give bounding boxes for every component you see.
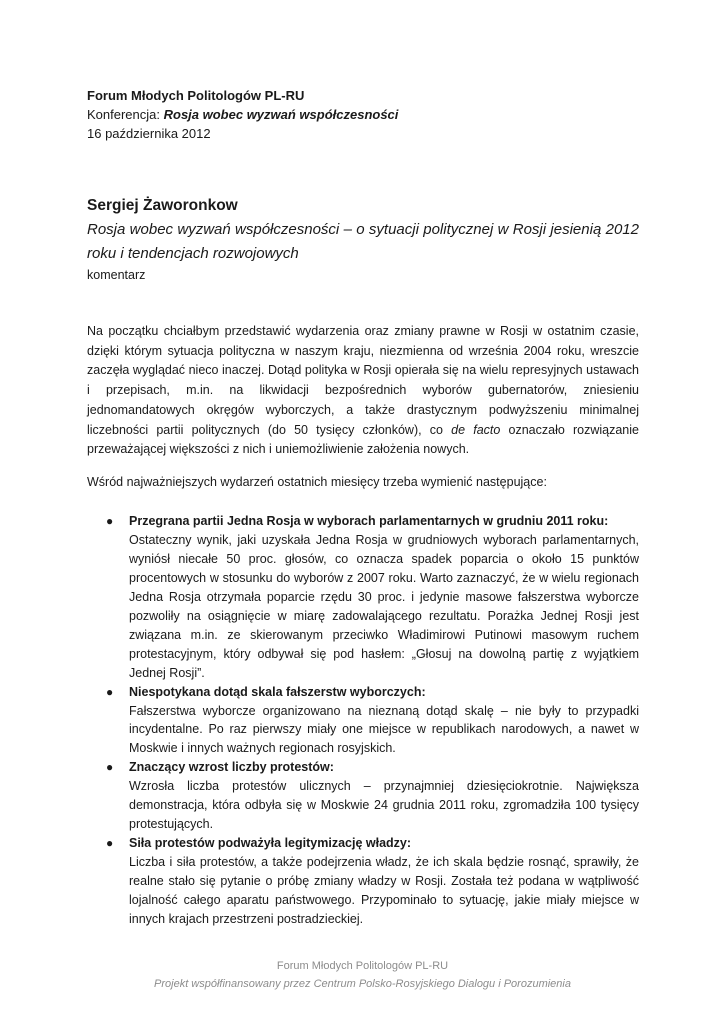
article-genre: komentarz: [87, 268, 146, 282]
item-title: Znaczący wzrost liczby protestów:: [129, 760, 334, 775]
intro-text-part1: Na początku chciałbym przedstawić wydarzenia oraz zmiany prawne w Rosji w ostatnim czasie, dzięki którym sytuacja polityczna w naszym kraju, niezmienna od września 2004 roku, wreszcie zaczęła wyglądać nieco inaczej. Dotąd polityka w Rosji opierała się na wielu represyjnych ustawach i przepisach, m.in. na likwidacji bezpośrednich wyborów gubernatorów, zniesieniu jednomandatowych okręgów wyborczych, a także drastycznym podwyższeniu minimalnej liczebności partii politycznych (do 50 tysięcy członków), co: [87, 324, 639, 437]
item-text: Liczba i siła protestów, a także podejrzenia władz, że ich skala będzie rosnąć, sprawiły, że realne stało się pytanie o próbę zmiany władzy w Rosji. Została też podana w wątpliwość lojalność całego aparatu państwowego. Przypominało to sytuację, jakie miały miejsce w innych krajach przestrzeni postradzieckiej.: [129, 855, 639, 927]
author-name: Sergiej Żaworonkow: [87, 197, 238, 214]
item-text: Ostateczny wynik, jaki uzyskała Jedna Rosja w grudniowych wyborach parlamentarnych, wyniósł niecałe 50 proc. głosów, co oznacza spadek poparcia o około 15 punktów procentowych w stosunku do wyborów z 2007 roku. Warto zaznaczyć, że w wielu regionach Jedna Rosja otrzymała poparcie rzędu 30 proc. i jedynie masowe fałszerstwa wyborcze pozwoliły na osiągnięcie w miarę zadowalającego rezultatu. Porażka Jednej Rosji jest związana m.in. ze skierowanym przeciwko Władimirowi Putinowi masowym ruchem protestacyjnym, który odbywał się pod hasłem: „Głosuj na dowolną partię z wyjątkiem Jednej Rosji”.: [129, 532, 639, 680]
list-item: [87, 512, 639, 683]
item-text: Wzrosła liczba protestów ulicznych – przynajmniej dziesięciokrotnie. Największa demonstracja, która odbyła się w Moskwie 24 grudnia 2011 roku, zgromadziła 100 tysięcy protestujących.: [129, 779, 639, 832]
item-title: Siła protestów podważyła legitymizację władzy:: [129, 836, 412, 851]
article-title: Rosja wobec wyzwań współczesności – o sytuacji politycznej w Rosji jesienią 2012 roku i tendencjach rozwojowych: [87, 221, 639, 262]
bullet-icon: ●: [106, 760, 114, 775]
bullet-icon: ●: [106, 514, 114, 528]
list-item: [87, 758, 639, 834]
list-item: [87, 683, 639, 759]
conference-label: Konferencja:: [87, 107, 164, 122]
conference-title: Rosja wobec wyzwań współczesności: [163, 107, 399, 122]
bullet-icon: ●: [106, 684, 114, 699]
document-header: [87, 86, 647, 143]
intro-paragraph: [87, 322, 639, 460]
item-title: Niespotykana dotąd skala fałszerstw wyborczych:: [129, 684, 426, 699]
intro-text-part2: oznaczało rozwiązanie przeważającej większości z nich i uniemożliwienie założenia nowych.: [87, 422, 639, 457]
conference-line: [87, 105, 647, 124]
item-title: Przegrana partii Jedna Rosja w wyborach parlamentarnych w grudniu 2011 roku:: [129, 514, 609, 528]
article-heading: [87, 195, 639, 284]
item-text: Fałszerstwa wyborcze organizowano na nieznaną dotąd skalę – nie były to przypadki incydentalne. Po raz pierwszy miały one miejsce w republikach narodowych, a nawet w Moskwie i innych ważnych regionach rosyjskich.: [129, 703, 639, 756]
footer-funding-note: Projekt współfinansowany przez Centrum Polsko-Rosyjskiego Dialogu i Porozumienia: [154, 978, 571, 990]
bullet-icon: ●: [106, 836, 114, 851]
list-lead: Wśród najważniejszych wydarzeń ostatnich miesięcy trzeba wymienić następujące:: [87, 475, 547, 489]
organization-name: Forum Młodych Politologów PL-RU: [87, 88, 305, 103]
conference-date: 16 października 2012: [87, 126, 211, 141]
list-item: [87, 834, 639, 929]
footer-organization: Forum Młodych Politologów PL-RU: [276, 960, 449, 972]
events-list: [87, 512, 639, 929]
intro-italic: de facto: [451, 422, 501, 437]
